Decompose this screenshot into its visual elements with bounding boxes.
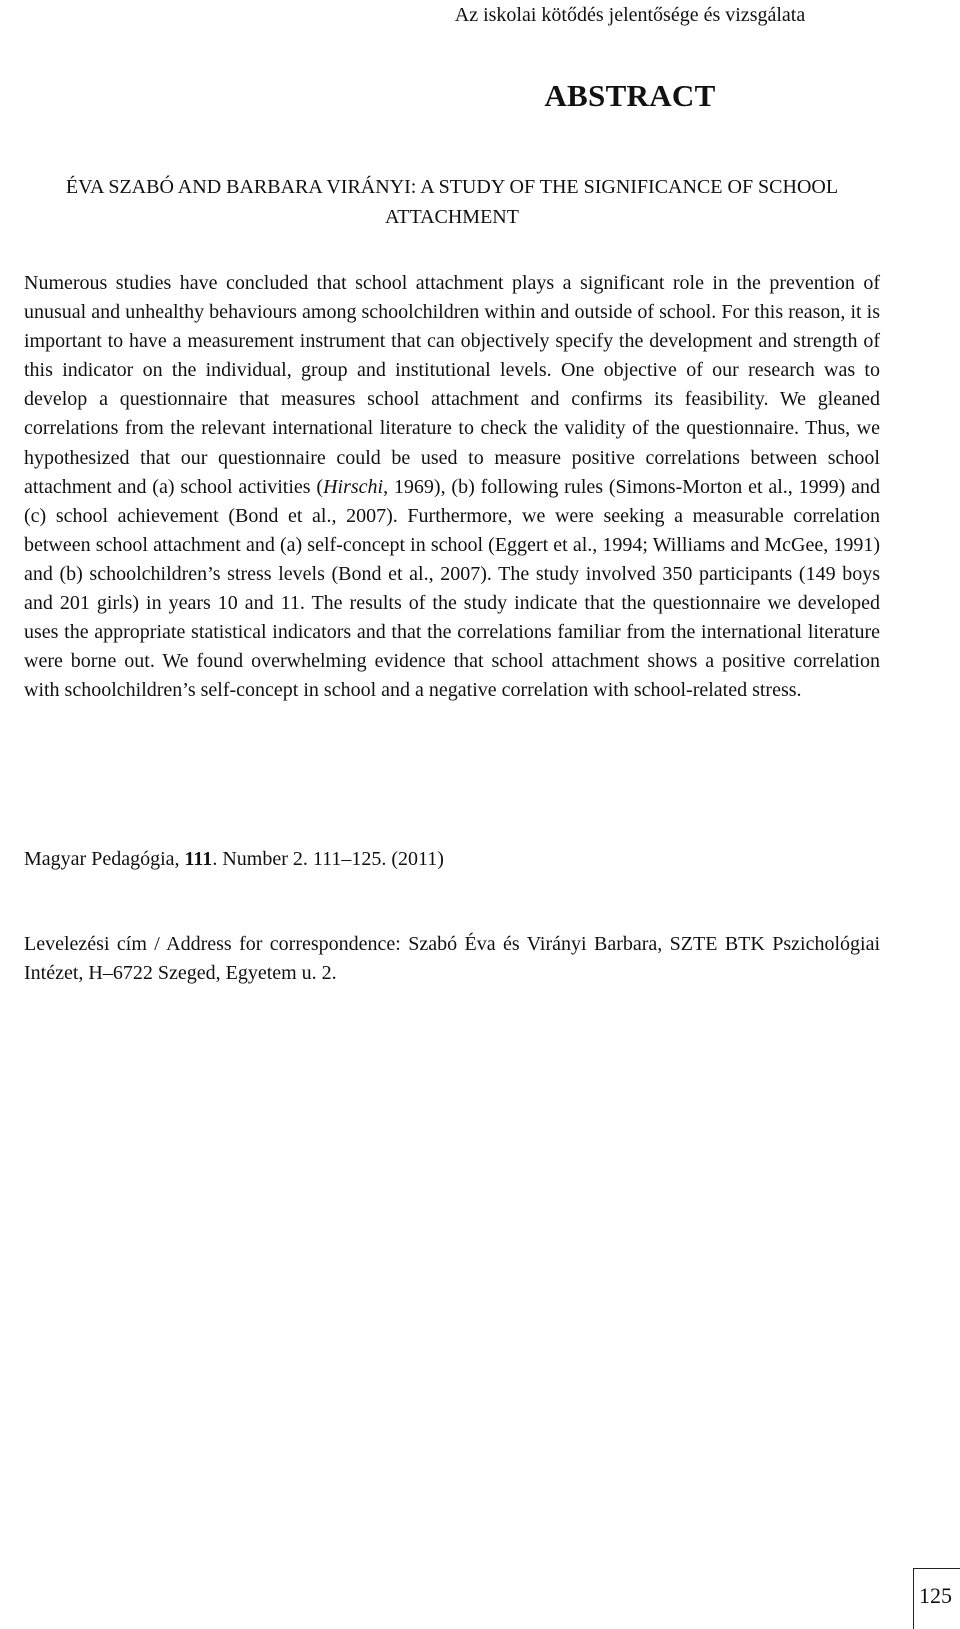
citation (24, 845, 884, 874)
article-title: ÉVA SZABÓ AND BARBARA VIRÁNYI: A STUDY OF THE SIGNIFICANCE OF SCHOOL ATTACHMENT (65, 176, 839, 228)
abstract-part-1: Numerous studies have concluded that school attachment plays a significant role in the prevention of unusual and unhealthy behaviours among schoolchildren within and outside of school. For this reason, it is important to have a measurement instrument that can objectively specify the development and strength of this indicator on the individual, group and institutional levels. One objective of our research was to develop a questionnaire that measures school attachment and confirms its feasibility. We gleaned correlations from the relevant international literature to check the validity of the questionnaire. Thus, we hypothesized that our questionnaire could be used to measure positive correlations between school attachment and (a) school activities ( (24, 272, 880, 498)
running-header: Az iskolai kötődés jelentősége és vizsgálata (454, 4, 806, 26)
correspondence-address: Levelezési cím / Address for correspondence: Szabó Éva és Virányi Barbara, SZTE BTK Pszichológiai Intézet, H–6722 Szeged, Egyetem u. 2. (24, 933, 880, 984)
abstract-text (24, 269, 880, 705)
abstract-part-2: , 1969), (b) following rules (Simons-Morton et al., 1999) and (c) school achievement (Bond et al., 2007). Furthermore, we were seeking a measurable correlation between school attachment and (a) self-concept in school (Eggert et al., 1994; Williams and McGee, 1991) and (b) schoolchildren’s stress levels (Bond et al., 2007). The study involved 350 participants (149 boys and 201 girls) in years 10 and 11. The results of the study indicate that the questionnaire we developed uses the appropriate statistical indicators and that the correlations familiar from the international literature were borne out. We found overwhelming evidence that school attachment shows a positive correlation with schoolchildren’s self-concept in school and a negative correlation with school-related stress. (24, 475, 880, 702)
abstract-italic-author: Hirschi (323, 475, 384, 498)
citation-journal: Magyar Pedagógia, (24, 848, 185, 870)
page-title: ABSTRACT (544, 78, 716, 113)
page-number: 125 (919, 1583, 952, 1608)
citation-volume: 111 (184, 848, 213, 870)
citation-details: . Number 2. 111–125. (2011) (212, 848, 444, 870)
